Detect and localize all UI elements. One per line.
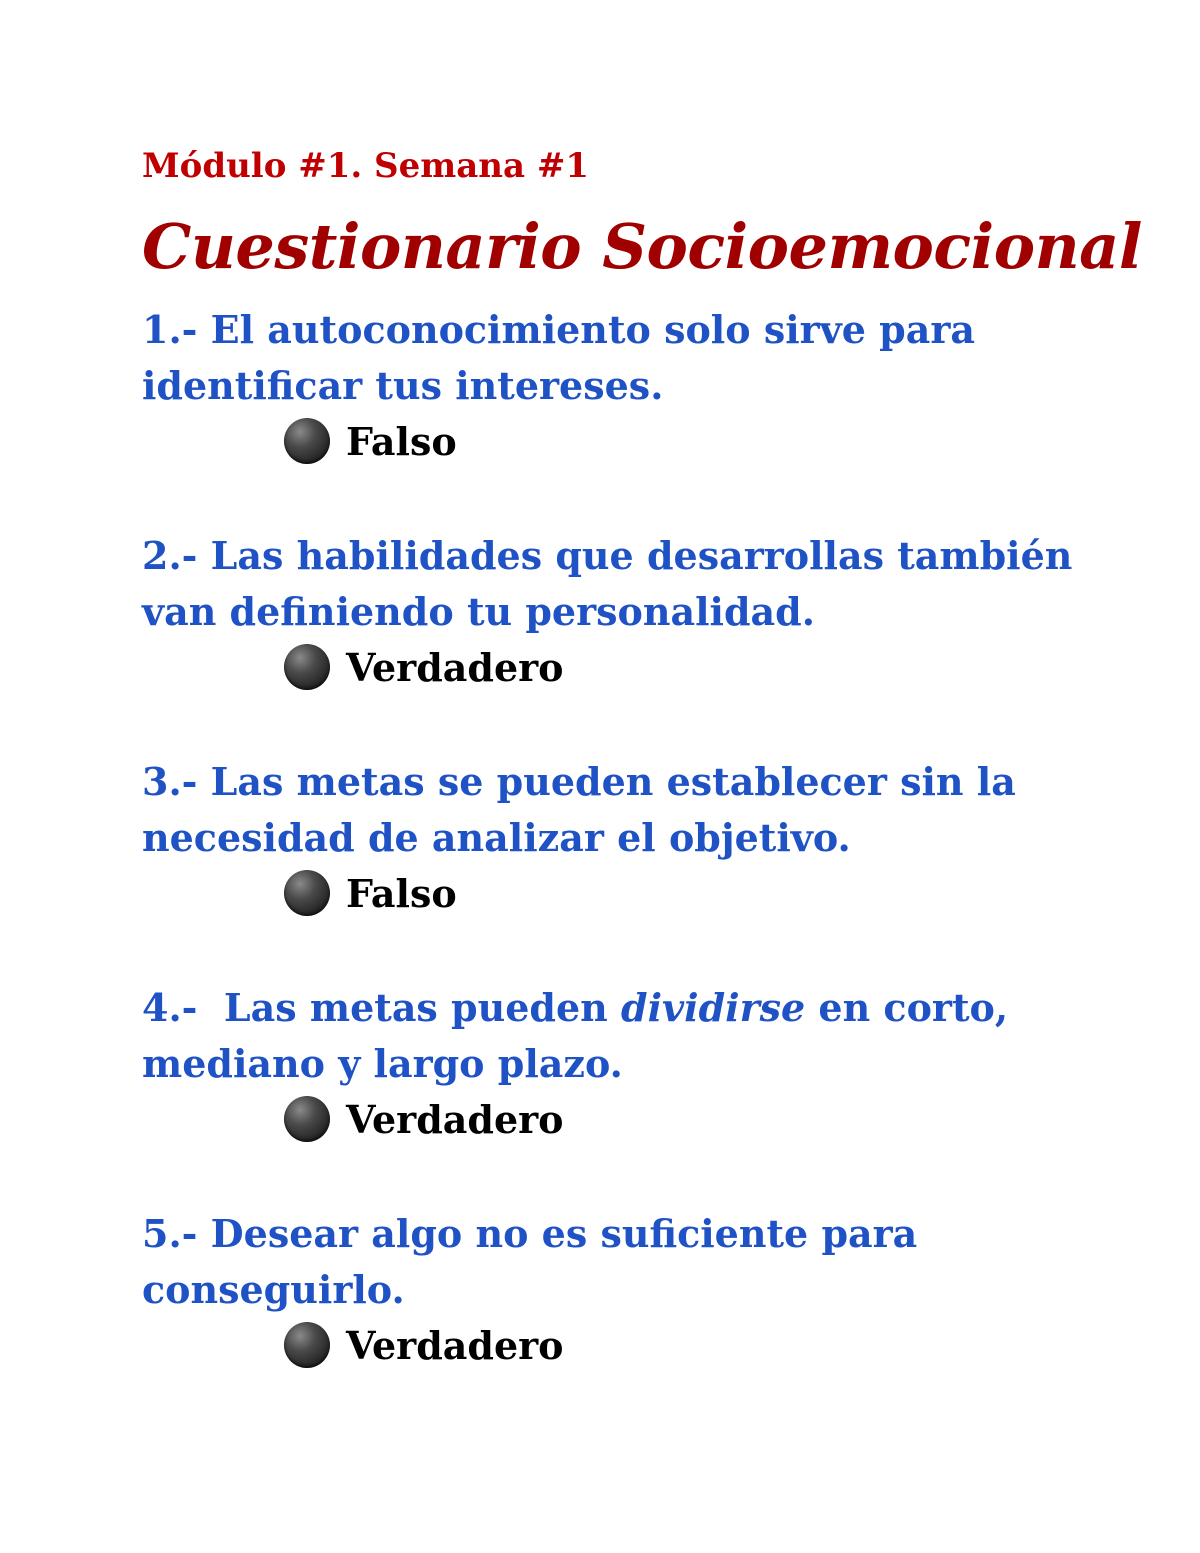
black-circle-icon (284, 870, 330, 916)
question-1 (142, 302, 1142, 414)
question-text: Las metas se pueden establecer sin la necesidad de analizar el objetivo. (142, 759, 1030, 860)
answer-1 (284, 418, 457, 464)
black-circle-icon (284, 1322, 330, 1368)
question-text-after: en corto, mediano y largo plazo. (142, 985, 1022, 1086)
question-3 (142, 754, 1142, 866)
answer-text: Falso (346, 870, 457, 916)
module-heading: Módulo #1. Semana #1 (142, 146, 589, 186)
question-text: Desear algo no es suficiente para conseguirlo. (142, 1211, 931, 1312)
answer-text: Verdadero (346, 1322, 564, 1368)
answer-text: Falso (346, 418, 457, 464)
question-number: 1.- (142, 307, 198, 352)
answer-text: Verdadero (346, 644, 564, 690)
question-number: 2.- (142, 533, 198, 578)
black-circle-icon (284, 644, 330, 690)
page-title: Cuestionario Socioemocional (142, 210, 1142, 283)
question-5 (142, 1206, 1142, 1318)
question-number: 3.- (142, 759, 198, 804)
answer-3 (284, 870, 457, 916)
question-text: Las metas pueden (197, 985, 622, 1030)
answer-5 (284, 1322, 564, 1368)
answer-2 (284, 644, 564, 690)
question-emphasis: dividirse (621, 985, 806, 1030)
answer-4 (284, 1096, 564, 1142)
answer-text: Verdadero (346, 1096, 564, 1142)
black-circle-icon (284, 1096, 330, 1142)
question-text: Las habilidades que desarrollas también van definiendo tu personalidad. (142, 533, 1086, 634)
question-number: 5.- (142, 1211, 198, 1256)
question-number: 4.- (142, 985, 198, 1030)
question-text: El autoconocimiento solo sirve para identificar tus intereses. (142, 307, 989, 408)
question-2 (142, 528, 1142, 640)
question-4 (142, 980, 1142, 1092)
black-circle-icon (284, 418, 330, 464)
